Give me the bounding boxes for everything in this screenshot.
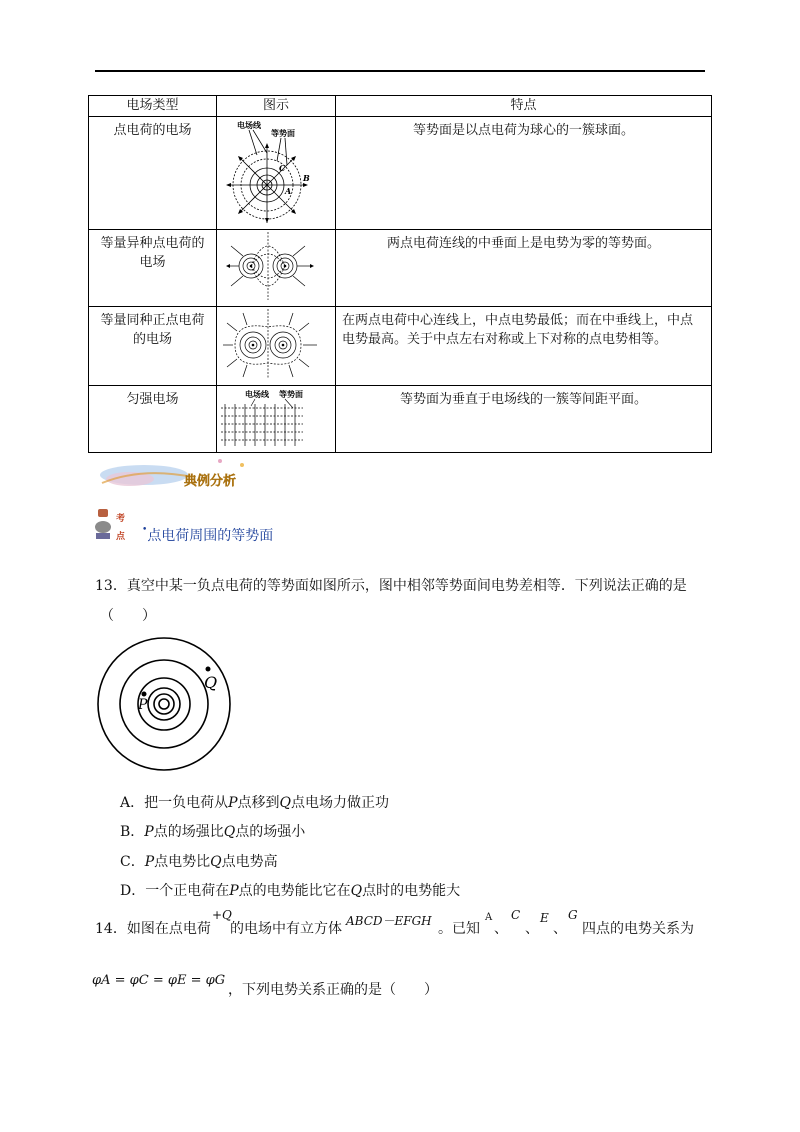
table-row (89, 386, 712, 453)
label-B: B (303, 173, 310, 183)
point-charge-field-figure (221, 119, 321, 223)
q14-potential-relation: φA = φC = φE = φG (92, 973, 226, 988)
q13-option-b[interactable]: B．P点的场强比Q点的场强小 (120, 824, 306, 840)
uniform-field-figure (221, 388, 321, 446)
banner-title: 典例分析 (184, 474, 237, 489)
header-rule (95, 70, 705, 72)
kaodian-badge (92, 505, 142, 545)
row-type: 匀强电场 (89, 386, 217, 453)
row-type: 等量异种点电荷的电场 (89, 230, 217, 307)
q13-answer-paren: （ ） (100, 608, 156, 624)
q13-option-d[interactable]: D．一个正电荷在P点的电势能比它在Q点时的电势能大 (120, 883, 461, 899)
dipole-field-figure (221, 232, 321, 300)
label-A: A (285, 186, 292, 196)
row-figure (217, 117, 336, 230)
label-equipotential: 等势面 (271, 129, 295, 138)
q13-equipotential-figure (96, 636, 236, 776)
row-figure (217, 307, 336, 386)
q14-part4: 四点的电势关系为 (582, 921, 694, 937)
label-Q: Q (204, 673, 218, 692)
col-header-figure: 图示 (217, 96, 336, 117)
row-feature: 两点电荷连线的中垂面上是电势为零的等势面。 (336, 230, 712, 307)
row-type: 点电荷的电场 (89, 117, 217, 230)
q14-sep2: 、 (525, 921, 539, 937)
q14-point-E: E (540, 911, 549, 925)
q14-charge: +Q (212, 908, 232, 922)
row-feature: 等势面是以点电荷为球心的一簇球面。 (336, 117, 712, 230)
q14-cube: ABCD－EFGH (346, 914, 432, 928)
kaodian-topic: •点电荷周围的等势面 (142, 525, 274, 544)
q14-part5: ，下列电势关系正确的是（ ） (228, 982, 438, 998)
q13-option-c[interactable]: C．P点电势比Q点电势高 (120, 854, 278, 870)
q14-part3: 。已知 (438, 921, 480, 937)
label-C: C (279, 163, 286, 173)
badge-kao: 考 (116, 514, 126, 524)
q14-part1: 14．如图在点电荷 (95, 921, 211, 937)
col-header-type: 电场类型 (89, 96, 217, 117)
badge-dian: 点 (116, 532, 126, 542)
row-figure (217, 230, 336, 307)
label-equipotential: 等势面 (279, 390, 303, 399)
row-figure (217, 386, 336, 453)
label-P: P (138, 697, 148, 713)
book-icon (92, 505, 142, 545)
q14-point-G: G (568, 908, 578, 922)
q14-sep3: 、 (553, 921, 567, 937)
row-type: 等量同种正点电荷的电场 (89, 307, 217, 386)
row-feature: 在两点电荷中心连线上，中点电势最低；而在中垂线上，中点电势最高。关于中点左右对称或上下对称的点电势相等。 (336, 307, 712, 386)
q14-point-A: A (485, 912, 493, 923)
col-header-feature: 特点 (336, 96, 712, 117)
table-row (89, 230, 712, 307)
q14-part2: 的电场中有立方体 (230, 921, 342, 937)
like-charges-field-figure (221, 309, 321, 379)
q14-sep1: 、 (494, 921, 508, 937)
row-feature: 等势面为垂直于电场线的一簇等间距平面。 (336, 386, 712, 453)
table-header-row (89, 96, 712, 117)
example-analysis-banner (92, 455, 267, 500)
q14-point-C: C (511, 908, 521, 922)
label-field-line: 电场线 (245, 390, 269, 399)
label-field-line: 电场线 (237, 121, 261, 130)
table-row (89, 307, 712, 386)
table-row (89, 117, 712, 230)
q13-stem: 13．真空中某一负点电荷的等势面如图所示，图中相邻等势面间电势差相等．下列说法正确的是 (95, 578, 687, 594)
q13-option-a[interactable]: A．把一负电荷从P点移到Q点电场力做正功 (120, 795, 390, 811)
field-types-table (88, 95, 712, 453)
